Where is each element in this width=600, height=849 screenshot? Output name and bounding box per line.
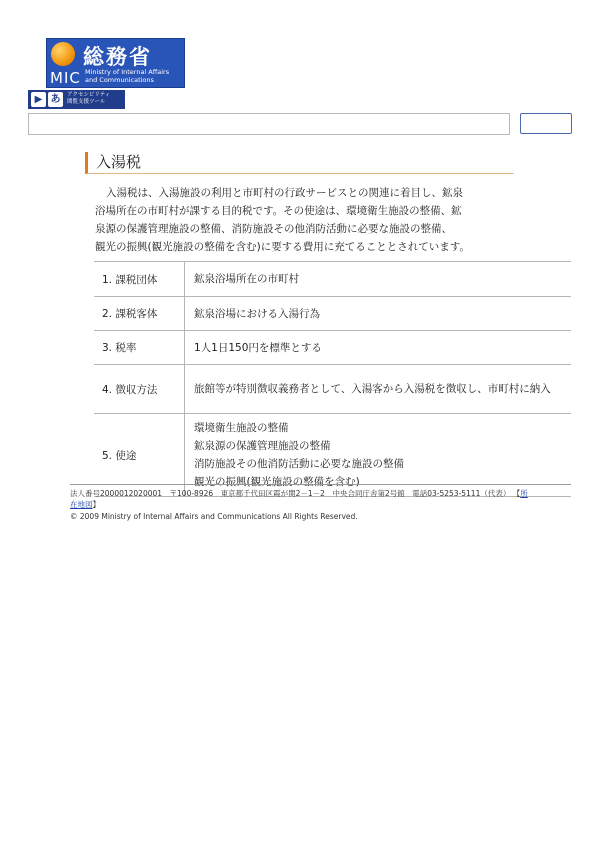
intro-line: 入湯税は、入湯施設の利用と市町村の行政サービスとの関連に着目し、鉱泉: [106, 187, 463, 199]
intro-line: 観光の振興(観光施設の整備を含む)に要する費用に充てることとされています。: [95, 241, 470, 253]
logo-kanji: 総務省: [83, 45, 152, 69]
intro-line: 泉源の保護管理施設の整備、消防施設その他消防活動に必要な施設の整備、: [95, 223, 452, 235]
accessibility-label-line1: アクセシビリティ: [67, 92, 111, 98]
row-label: 2. 課税客体: [94, 297, 185, 331]
row-value: 鉱泉浴場における入湯行為: [185, 297, 572, 331]
logo-english-line2: and Communications: [85, 76, 154, 84]
copyright: © 2009 Ministry of Internal Affairs and Communications All Rights Reserved.: [70, 512, 358, 521]
map-link[interactable]: 所在地図: [70, 489, 528, 509]
page-title: 入湯税: [85, 152, 514, 174]
logo-english: [85, 68, 169, 84]
intro-paragraph: [95, 184, 515, 256]
accessibility-label: [67, 92, 110, 106]
logo-mic: MIC: [50, 69, 81, 87]
table-row: [94, 262, 571, 297]
row-value: 旅館等が特別徴収義務者として、入湯客から入湯税を徴収し、市町村に納入: [185, 365, 572, 414]
accessibility-label-line2: 閲覧支援ツール: [67, 99, 106, 105]
use-item: 鉱泉源の保護管理施設の整備: [194, 440, 331, 452]
logo-english-line1: Ministry of Internal Affairs: [85, 68, 170, 76]
row-label: 1. 課税団体: [94, 262, 185, 297]
table-row: [94, 331, 571, 365]
hiragana-a-icon[interactable]: あ: [48, 92, 63, 107]
table-row: [94, 365, 571, 414]
use-item: 環境衛生施設の整備: [194, 422, 289, 434]
search-button[interactable]: [520, 113, 572, 134]
table-row: [94, 297, 571, 331]
row-value: 鉱泉浴場所在の市町村: [185, 262, 572, 297]
row-label: 4. 徴収方法: [94, 365, 185, 414]
speaker-icon[interactable]: ▶: [31, 92, 46, 107]
row-value: 1人1日150円を標準とする: [185, 331, 572, 365]
footer-divider: [70, 484, 571, 485]
accessibility-toolbar[interactable]: [28, 90, 125, 109]
footer-address: 法人番号2000012020001 〒100-8926 東京都千代田区霞が関2－1－2 中央合同庁舎第2号館 電話03-5253-5111（代表） 【所在地図】: [70, 489, 528, 509]
footer-address-text: 法人番号2000012020001 〒100-8926 東京都千代田区霞が関2－1－2 中央合同庁舎第2号館 電話03-5253-5111（代表）: [70, 489, 511, 498]
intro-line: 浴場所在の市町村が課する目的税です。その使途は、環境衛生施設の整備、鉱: [95, 205, 462, 217]
search-input[interactable]: [28, 113, 510, 135]
row-label: 5. 使途: [94, 414, 185, 497]
sun-logo-icon: [51, 42, 75, 66]
row-label: 3. 税率: [94, 331, 185, 365]
mic-logo[interactable]: [46, 38, 185, 88]
use-item: 消防施設その他消防活動に必要な施設の整備: [194, 458, 404, 470]
tax-details-table: [94, 261, 571, 497]
use-item: 観光の振興(観光施設の整備を含む): [194, 476, 360, 488]
